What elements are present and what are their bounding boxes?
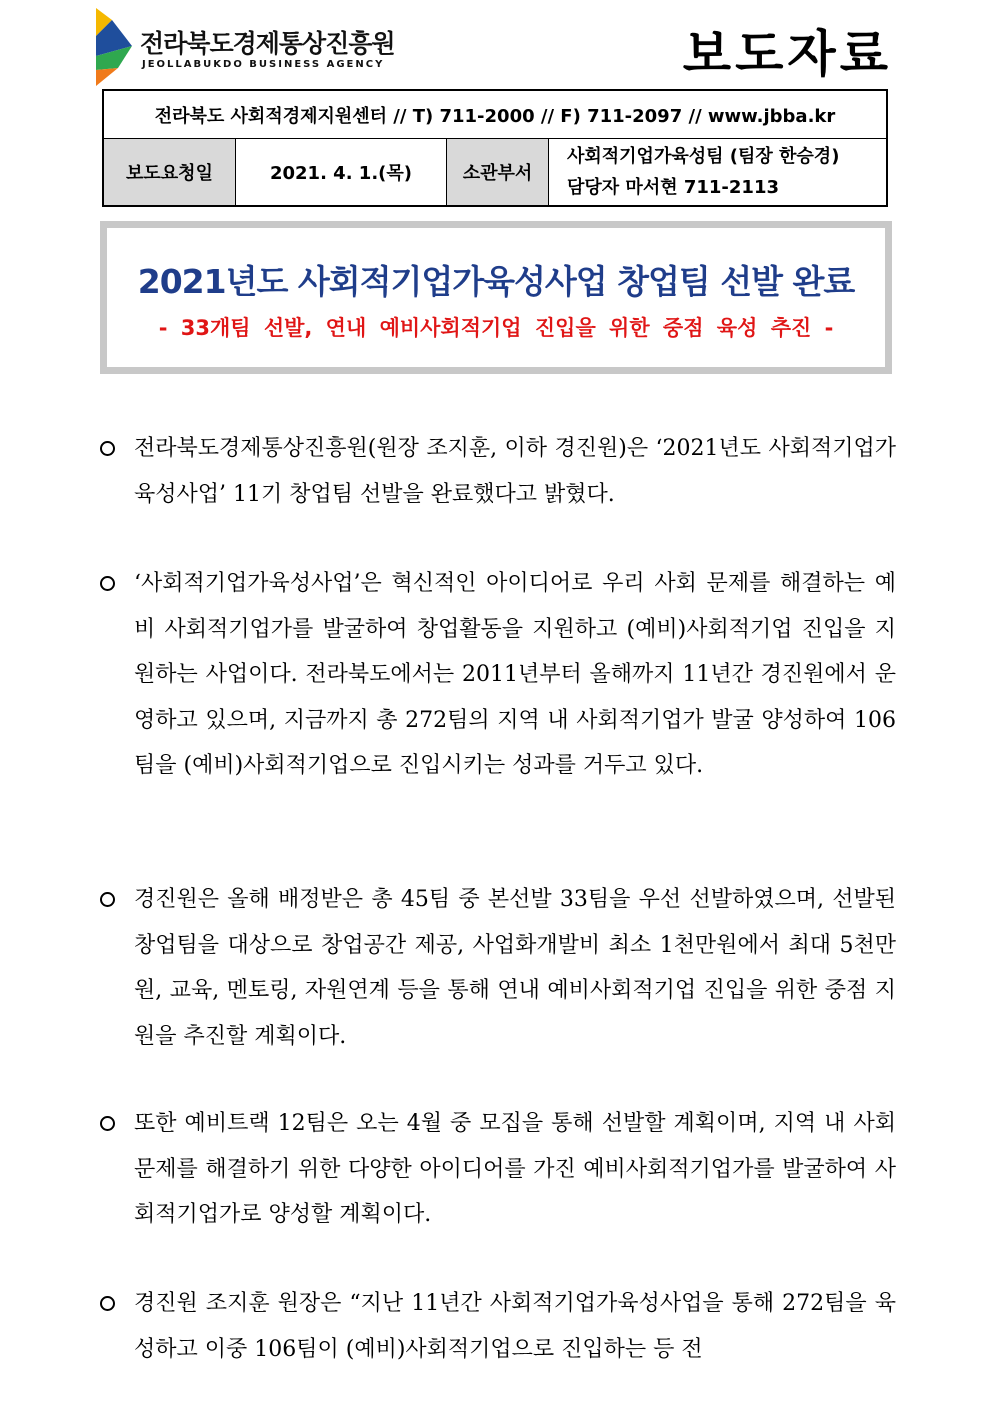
circle-bullet-icon — [96, 561, 118, 606]
department-team: 사회적기업가육성팀 (팀장 한승경) — [567, 146, 840, 167]
headline: 2021년도 사회적기업가육성사업 창업팀 선발 완료 — [137, 262, 855, 301]
agency-name: 전라북도경제통상진흥원 — [140, 29, 395, 58]
agency-logo-icon — [92, 6, 138, 88]
subheadline: - 33개팀 선발, 연내 예비사회적기업 진입을 위한 중점 육성 추진 - — [158, 316, 834, 340]
request-date-label: 보도요청일 — [104, 139, 236, 205]
headline-box — [100, 221, 892, 374]
contact-line: 전라북도 사회적경제지원센터 // T) 711-2000 // F) 711-2097 // www.jbba.kr — [104, 91, 886, 139]
body-paragraph — [96, 561, 896, 789]
paragraph-text: ‘사회적기업가육성사업’은 혁신적인 아이디어로 우리 사회 문제를 해결하는 예비 사회적기업가를 발굴하여 창업활동을 지원하고 (예비)사회적기업 진입을 지원하는 사업이다. 전라북도에서는 2011년부터 올해까지 11년간 경진원에서 운영하고 있으며, 지금까지 총 272팀의 지역 내 사회적기업가 발굴 양성하여 106팀을 (예비)사회적기업으로 진입시키는 성과를 거두고 있다. — [134, 571, 896, 778]
circle-bullet-icon — [96, 877, 118, 922]
agency-name-english: JEOLLABUKDO BUSINESS AGENCY — [142, 59, 385, 70]
body-paragraph — [96, 877, 896, 1059]
circle-bullet-icon — [96, 1101, 118, 1146]
press-info-table — [102, 89, 888, 207]
body-paragraph — [96, 1101, 896, 1238]
document-type-title: 보도자료 — [682, 25, 892, 83]
request-date-value: 2021. 4. 1.(목) — [236, 139, 447, 205]
circle-bullet-icon — [96, 1281, 118, 1326]
department-info — [549, 139, 886, 205]
department-label: 소관부서 — [447, 139, 549, 205]
body-paragraph — [96, 426, 896, 517]
circle-bullet-icon — [96, 426, 118, 471]
body-paragraph — [96, 1281, 896, 1372]
paragraph-text: 또한 예비트랙 12팀은 오는 4월 중 모집을 통해 선발할 계획이며, 지역 내 사회문제를 해결하기 위한 다양한 아이디어를 가진 예비사회적기업가를 발굴하여 사회적기업가로 양성할 계획이다. — [134, 1111, 896, 1227]
agency-logo — [92, 6, 395, 88]
paragraph-text: 경진원 조지훈 원장은 “지난 11년간 사회적기업가육성사업을 통해 272팀을 육성하고 이중 106팀이 (예비)사회적기업으로 진입하는 등 전 — [134, 1291, 896, 1362]
info-row — [104, 139, 886, 205]
paragraph-text: 전라북도경제통상진흥원(원장 조지훈, 이하 경진원)은 ‘2021년도 사회적기업가육성사업’ 11기 창업팀 선발을 완료했다고 밝혔다. — [134, 436, 896, 507]
paragraph-text: 경진원은 올해 배정받은 총 45팀 중 본선발 33팀을 우선 선발하였으며, 선발된 창업팀을 대상으로 창업공간 제공, 사업화개발비 최소 1천만원에서 최대 5천만원, 교육, 멘토링, 자원연계 등을 통해 연내 예비사회적기업 진입을 위한 중점 지원을 추진할 계획이다. — [134, 887, 896, 1049]
department-contact: 담당자 마서현 711-2113 — [567, 177, 780, 198]
